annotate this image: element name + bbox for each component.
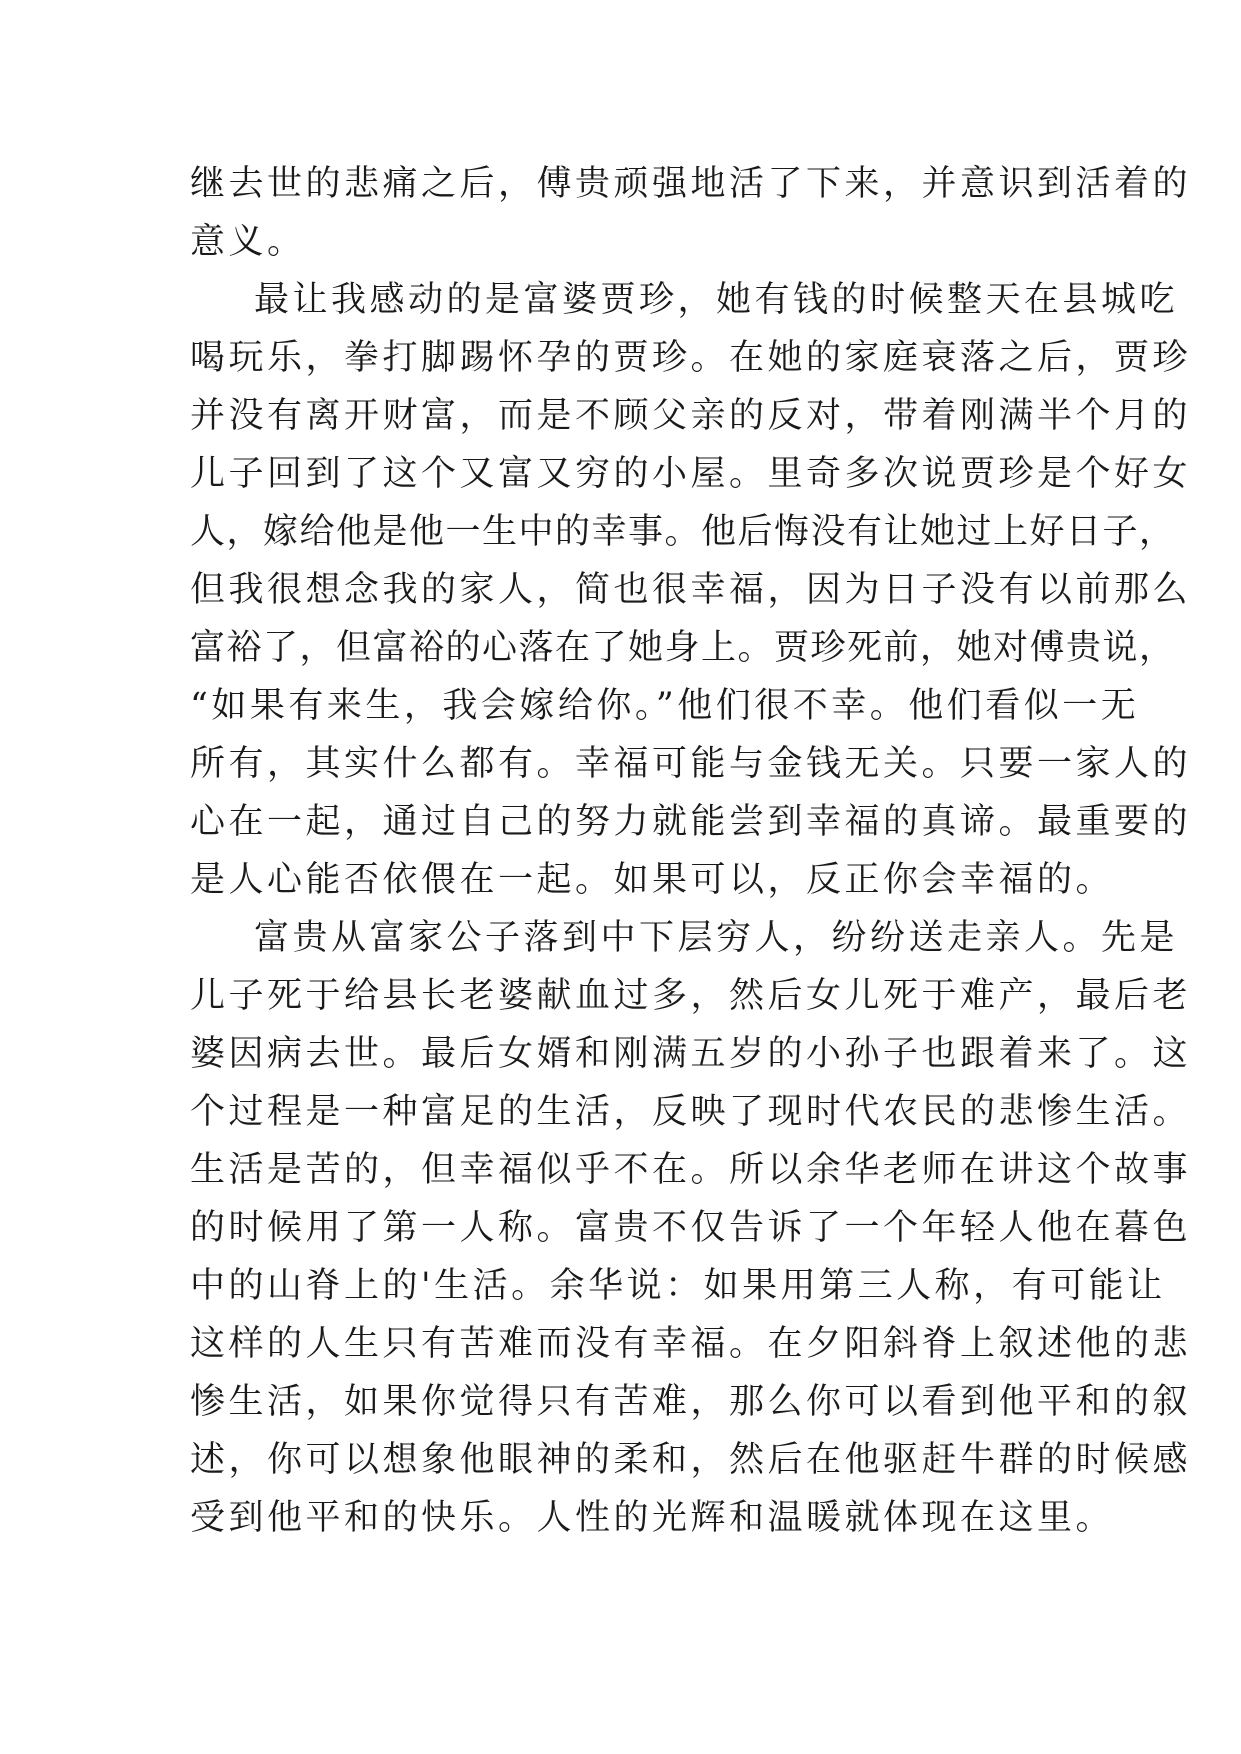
text-line: 是人心能否依偎在一起。如果可以，反正你会幸福的。 <box>190 860 1115 900</box>
text-line: 喝玩乐，拳打脚踢怀孕的贾珍。在她的家庭衰落之后，贾珍 <box>190 338 1192 378</box>
body-text <box>190 155 1192 1547</box>
text-line: 中的山脊上的'生活。余华说：如果用第三人称，有可能让 <box>190 1266 1166 1306</box>
text-line: 惨生活，如果你觉得只有苦难，那么你可以看到他平和的叙 <box>190 1382 1192 1422</box>
text-line: 继去世的悲痛之后，傅贵顽强地活了下来，并意识到活着的 <box>190 164 1192 204</box>
text-line: 述，你可以想象他眼神的柔和，然后在他驱赶牛群的时候感 <box>190 1440 1192 1480</box>
text-line: 富裕了，但富裕的心落在了她身上。贾珍死前，她对傅贵说， <box>190 628 1176 668</box>
text-line: 受到他平和的快乐。人性的光辉和温暖就体现在这里。 <box>190 1498 1115 1538</box>
text-line: 生活是苦的，但幸福似乎不在。所以余华老师在讲这个故事 <box>190 1150 1192 1190</box>
text-line: 但我很想念我的家人，简也很幸福，因为日子没有以前那么 <box>190 570 1192 610</box>
text-line: 所有，其实什么都有。幸福可能与金钱无关。只要一家人的 <box>190 744 1192 784</box>
text-line: 儿子回到了这个又富又穷的小屋。里奇多次说贾珍是个好女 <box>190 454 1192 494</box>
text-line: 心在一起，通过自己的努力就能尝到幸福的真谛。最重要的 <box>190 802 1192 842</box>
text-line: 意义。 <box>190 222 306 262</box>
text-line: 婆因病去世。最后女婿和刚满五岁的小孙子也跟着来了。这 <box>190 1034 1192 1074</box>
text-line: 的时候用了第一人称。富贵不仅告诉了一个年轻人他在暮色 <box>190 1208 1192 1248</box>
paragraph-first-line: 最让我感动的是富婆贾珍，她有钱的时候整天在县城吃 <box>254 280 1179 320</box>
text-line: 儿子死于给县长老婆献血过多，然后女儿死于难产，最后老 <box>190 976 1192 1016</box>
text-line: 个过程是一种富足的生活，反映了现时代农民的悲惨生活。 <box>190 1092 1192 1132</box>
text-line: 人，嫁给他是他一生中的幸事。他后悔没有让她过上好日子， <box>190 512 1176 552</box>
text-line: 并没有离开财富，而是不顾父亲的反对，带着刚满半个月的 <box>190 396 1192 436</box>
text-line: “如果有来生，我会嫁给你。”他们很不幸。他们看似一无 <box>190 686 1140 726</box>
text-line: 这样的人生只有苦难而没有幸福。在夕阳斜脊上叙述他的悲 <box>190 1324 1192 1364</box>
paragraph-first-line: 富贵从富家公子落到中下层穷人，纷纷送走亲人。先是 <box>254 918 1179 958</box>
